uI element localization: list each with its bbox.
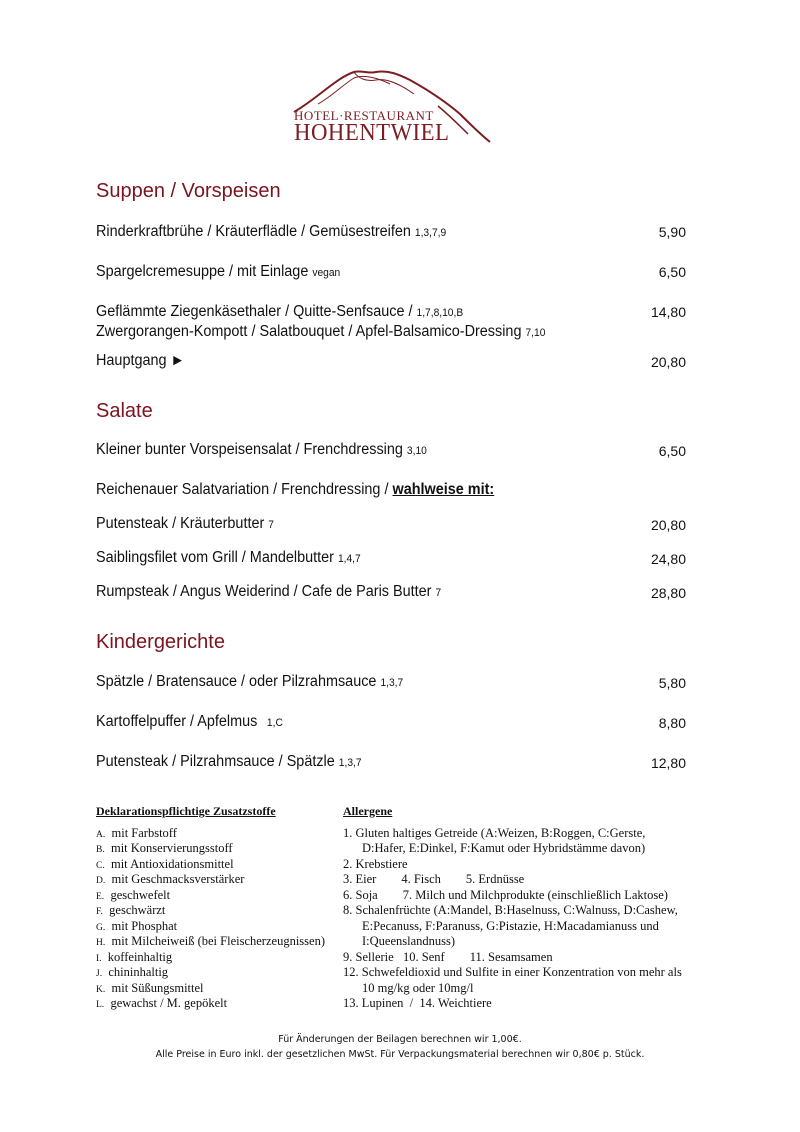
menu-item: [96, 223, 446, 241]
item-allergens: 1,3,7,9: [414, 227, 447, 239]
zusatz-row: E. geschwefelt: [96, 888, 171, 902]
allergen-row: E:Pecanuss, F:Paranuss, G:Pistazie, H:Macadamianuss und: [362, 919, 659, 933]
item-name: Spätzle / Bratensauce / oder Pilzrahmsauce: [96, 673, 377, 690]
menu-item: [96, 263, 340, 281]
item-price: 12,80: [650, 755, 686, 771]
allergen-row: I:Queenslandnuss): [362, 934, 456, 948]
allergen-row: 10 mg/kg oder 10mg/l: [362, 981, 474, 995]
item-price: 6,50: [658, 443, 686, 459]
allergen-row: 6. Soja 7. Milch und Milchprodukte (einschließlich Laktose): [343, 888, 668, 902]
zusatz-row: L. gewachst / M. gepökelt: [96, 996, 228, 1010]
menu-item: [96, 549, 361, 567]
menu-item: [96, 753, 362, 771]
zusatz-row: F. geschwärzt: [96, 903, 166, 917]
hotel-logo: [288, 68, 498, 150]
allergen-row: 12. Schwefeldioxid und Sulfite in einer Konzentration von mehr als: [343, 965, 682, 979]
item-price: 24,80: [650, 551, 686, 567]
menu-item: [96, 583, 441, 601]
menu-item: [96, 515, 274, 533]
item-price: 14,80: [650, 304, 686, 320]
item-name: Saiblingsfilet vom Grill / Mandelbutter: [96, 549, 334, 566]
item-name: Hauptgang ►: [96, 352, 185, 369]
item-name: Reichenauer Salatvariation / Frenchdressing /: [96, 481, 389, 498]
logo-line-2: HOHENTWIEL: [294, 120, 450, 146]
item-price: 8,80: [658, 715, 686, 731]
zusatz-row: C. mit Antioxidationsmittel: [96, 857, 234, 871]
zusatz-row: A. mit Farbstoff: [96, 826, 177, 840]
item-name: Geflämmte Ziegenkäsethaler / Quitte-Senfsauce /: [96, 303, 413, 320]
item-allergens: 7: [268, 519, 274, 531]
item-name: Kartoffelpuffer / Apfelmus: [96, 713, 258, 730]
zusatz-row: J. chininhaltig: [96, 965, 169, 979]
zusatz-row: B. mit Konservierungsstoff: [96, 841, 233, 855]
allergen-row: 1. Gluten haltiges Getreide (A:Weizen, B:Roggen, C:Gerste,: [343, 826, 646, 840]
allergene-title: Allergene: [343, 804, 393, 818]
item-name: Putensteak / Kräuterbutter: [96, 515, 265, 532]
item-allergens: 1,C: [266, 717, 283, 729]
allergen-row: 2. Krebstiere: [343, 857, 408, 871]
footer-note-preise: Alle Preise in Euro inkl. der gesetzlichen MwSt. Für Verpackungsmaterial berechnen wir 0,80€ p. Stück.: [155, 1049, 645, 1060]
menu-item: [96, 481, 494, 499]
allergen-row: 13. Lupinen / 14. Weichtiere: [343, 996, 492, 1010]
section-title-kinder: Kindergerichte: [96, 631, 225, 653]
item-allergens: vegan: [312, 267, 341, 279]
item-allergens: 3,10: [406, 445, 427, 457]
footer-note-beilagen: Für Änderungen der Beilagen berechnen wir 1,00€.: [278, 1034, 522, 1045]
item-price: 28,80: [650, 585, 686, 601]
menu-item: [96, 713, 283, 731]
item-allergens: 1,3,7: [338, 757, 362, 769]
item-price: 20,80: [650, 517, 686, 533]
item-price: 20,80: [650, 354, 686, 370]
item-price: 5,90: [658, 224, 686, 240]
item-allergens: 1,4,7: [337, 553, 361, 565]
item-allergens: 7: [435, 587, 442, 599]
menu-item: [96, 303, 463, 321]
allergen-row: 3. Eier 4. Fisch 5. Erdnüsse: [343, 872, 525, 886]
menu-item: [96, 673, 403, 691]
logo-line-1: HOTEL·RESTAURANT: [294, 108, 434, 123]
item-name: Kleiner bunter Vorspeisensalat / Frenchdressing: [96, 441, 403, 458]
item-name: Rumpsteak / Angus Weiderind / Cafe de Paris Butter: [96, 583, 432, 600]
item-name: Spargelcremesuppe / mit Einlage: [96, 263, 309, 280]
menu-item: [96, 352, 185, 370]
menu-item: [96, 323, 545, 341]
allergen-row: D:Hafer, E:Dinkel, F:Kamut oder Hybridstämme davon): [362, 841, 646, 855]
item-name: Putensteak / Pilzrahmsauce / Spätzle: [96, 753, 335, 770]
section-title-suppen: Suppen / Vorspeisen: [96, 180, 281, 202]
allergen-row: 8. Schalenfrüchte (A:Mandel, B:Haselnuss, C:Walnuss, D:Cashew,: [343, 903, 678, 917]
item-allergens: 1,7,8,10,B: [416, 307, 464, 319]
zusatz-row: H. mit Milcheiweiß (bei Fleischerzeugnissen): [96, 934, 325, 948]
zusatz-row: I. koffeinhaltig: [96, 950, 173, 964]
zusatz-row: G. mit Phosphat: [96, 919, 178, 933]
item-allergens: 7,10: [525, 327, 546, 339]
zusatzstoffe-title: Deklarationspflichtige Zusatzstoffe: [96, 804, 276, 818]
item-emphasis: wahlweise mit:: [392, 481, 495, 498]
allergen-row: 9. Sellerie 10. Senf 11. Sesamsamen: [343, 950, 553, 964]
item-price: 6,50: [658, 264, 686, 280]
item-allergens: 1,3,7: [380, 677, 404, 689]
item-price: 5,80: [658, 675, 686, 691]
item-name: Rinderkraftbrühe / Kräuterflädle / Gemüsestreifen: [96, 223, 411, 240]
item-name: Zwergorangen-Kompott / Salatbouquet / Apfel-Balsamico-Dressing: [96, 323, 522, 340]
zusatz-row: K. mit Süßungsmittel: [96, 981, 204, 995]
zusatz-row: D. mit Geschmacksverstärker: [96, 872, 245, 886]
section-title-salate: Salate: [96, 400, 153, 422]
menu-item: [96, 441, 427, 459]
